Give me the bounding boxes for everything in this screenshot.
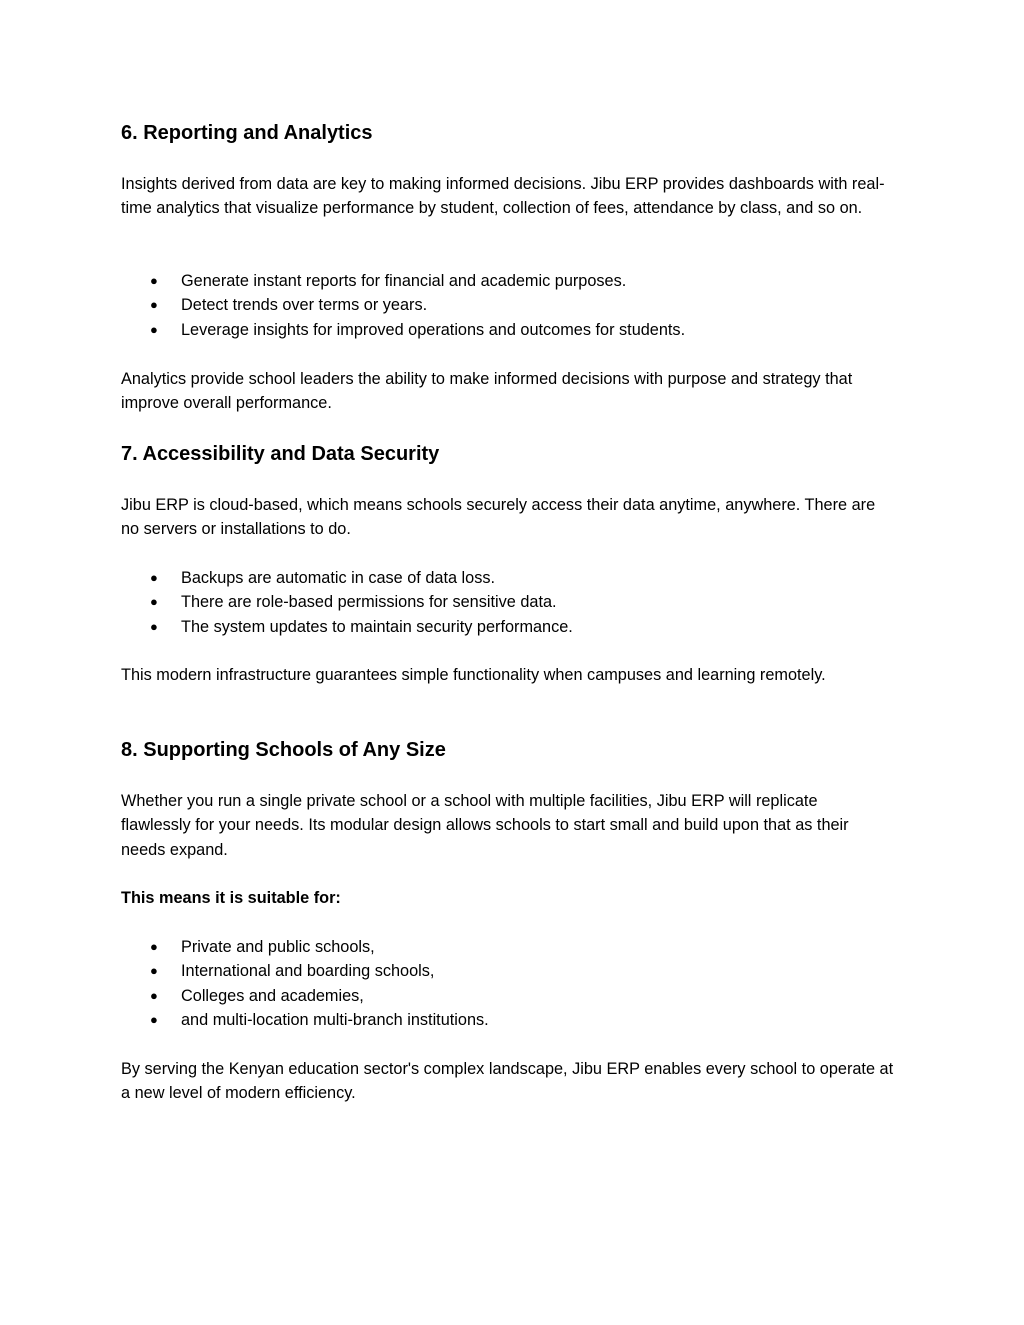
bullet-icon: ● (150, 321, 158, 337)
section-intro-accessibility: Jibu ERP is cloud-based, which means schools securely access their data anytime, anywhere. There are no servers or installations to do. (121, 496, 876, 539)
section-intro-school-sizes: Whether you run a single private school or a school with multiple facilities, Jibu ERP will replicate flawlessly for your needs. Its modular design allows schools to start small and build upon that as their needs expand. (121, 792, 849, 859)
list-item: ● The system updates to maintain security performance. (121, 615, 901, 639)
bullet-icon: ● (150, 963, 158, 979)
bullet-icon: ● (150, 618, 158, 634)
list-item: ● Backups are automatic in case of data loss. (121, 566, 901, 590)
list-item: ● and multi-location multi-branch institutions. (121, 1008, 901, 1032)
list-item: ● Private and public schools, (121, 935, 901, 959)
bullet-icon: ● (150, 1011, 158, 1027)
bullet-icon: ● (150, 297, 158, 313)
section-heading-accessibility: 7. Accessibility and Data Security (121, 443, 440, 465)
section-heading-reporting: 6. Reporting and Analytics (121, 122, 373, 144)
section-outro-school-sizes: By serving the Kenyan education sector's complex landscape, Jibu ERP enables every school to operate at a new level of modern efficiency. (121, 1060, 894, 1103)
list-item: ● There are role-based permissions for sensitive data. (121, 590, 901, 614)
section-intro-reporting: Insights derived from data are key to making informed decisions. Jibu ERP provides dashboards with real-time analytics that visualize performance by student, collection of fees, attendance by class, and so on. (121, 175, 885, 218)
bullet-list-school-types (121, 935, 901, 1032)
list-item: ● Generate instant reports for financial and academic purposes. (121, 269, 901, 293)
bullet-list-accessibility (121, 566, 901, 639)
section-outro-reporting: Analytics provide school leaders the ability to make informed decisions with purpose and strategy that improve overall performance. (121, 370, 853, 413)
list-item: ● International and boarding schools, (121, 959, 901, 983)
section-heading-school-sizes: 8. Supporting Schools of Any Size (121, 739, 446, 761)
bullet-icon: ● (150, 594, 158, 610)
list-item: ● Detect trends over terms or years. (121, 293, 901, 317)
bullet-icon: ● (150, 939, 158, 954)
bullet-icon: ● (150, 987, 158, 1003)
bullet-icon: ● (150, 570, 158, 585)
list-item: ● Leverage insights for improved operations and outcomes for students. (121, 318, 901, 342)
bullet-icon: ● (150, 273, 158, 288)
list-item: ● Colleges and academies, (121, 984, 901, 1008)
bullet-list-reporting (121, 269, 901, 342)
section-outro-accessibility: This modern infrastructure guarantees simple functionality when campuses and learning remotely. (121, 666, 826, 684)
section-subheading-suitable-for: This means it is suitable for: (121, 889, 341, 907)
